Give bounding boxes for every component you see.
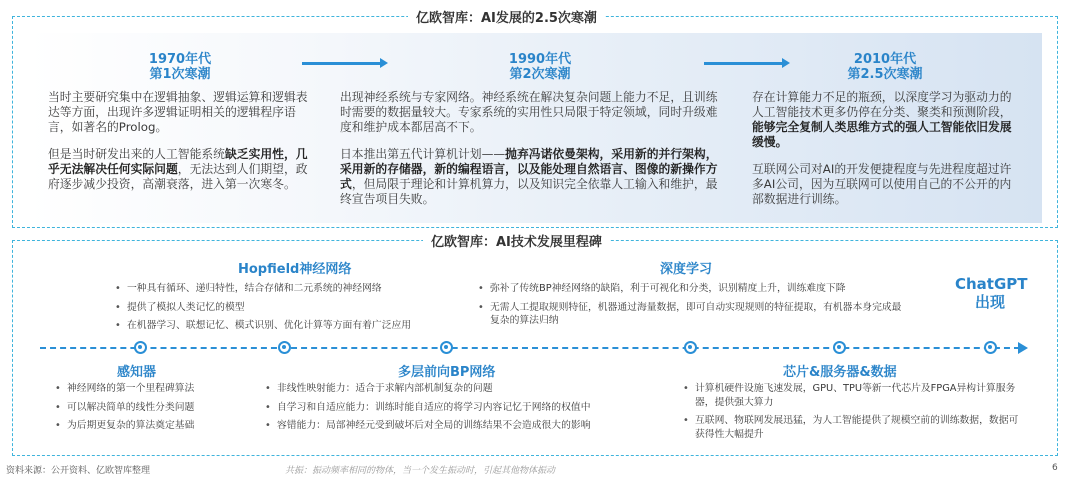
milestone-deep-learning-list bbox=[478, 282, 908, 333]
section-title: 亿欧智库：AI发展的2.5次寒潮 bbox=[408, 7, 605, 26]
era-1970s bbox=[120, 52, 240, 82]
era-1970s-text-2: 但是当时研发出来的人工智能系统缺乏实用性，几乎无法解决任何实际问题，无法达到人们期望，政府逐步减少投资，高潮衰落，进入第一次寒冬。 bbox=[48, 147, 308, 191]
list-item: • 为后期更复杂的算法奠定基础 bbox=[55, 419, 255, 433]
list-item: • 计算机硬件设施飞速发展，GPU、TPU等新一代芯片及FPGA异构计算服务器，提供强大算力 bbox=[683, 382, 1028, 409]
timeline-dot bbox=[684, 341, 697, 354]
milestone-bp-network-list bbox=[265, 382, 665, 438]
arrow-icon bbox=[704, 62, 784, 65]
timeline-dot bbox=[278, 341, 291, 354]
arrow-icon bbox=[302, 62, 382, 65]
list-item: • 一种具有循环、递归特性，结合存储和二元系统的神经网络 bbox=[115, 282, 475, 296]
milestone-perceptron-list bbox=[55, 382, 255, 438]
era-label: 第2.5次寒潮 bbox=[847, 67, 923, 82]
era-1990s bbox=[480, 52, 600, 82]
timeline-dot bbox=[833, 341, 846, 354]
list-item: • 容错能力：局部神经元受到破坏后对全局的训练结果不会造成很大的影响 bbox=[265, 419, 665, 433]
milestone-perceptron-title: 感知器 bbox=[117, 365, 157, 380]
era-1990s-text-2: 日本推出第五代计算机计划——抛弃冯诺依曼架构，采用新的并行架构，采用新的存储器，新的编程语言，以及能处理自然语言、图像的新操作方式，但局限于理论和计算机算力，以及知识完全依靠人工输入和维护，最终宣告项目失败。 bbox=[340, 147, 718, 206]
page-number: 6 bbox=[1052, 463, 1058, 473]
timeline-axis bbox=[40, 347, 1020, 349]
list-item: • 自学习和自适应能力：训练时能自适应的将学习内容记忆于网络的权值中 bbox=[265, 401, 665, 415]
era-year: 1990年代 bbox=[508, 52, 572, 67]
chatgpt-subtitle: 出现 bbox=[974, 293, 1005, 311]
list-item: • 在机器学习、联想记忆、模式识别、优化计算等方面有着广泛应用 bbox=[115, 319, 475, 333]
era-label: 第1次寒潮 bbox=[149, 67, 211, 82]
milestone-hopfield-title: Hopfield神经网络 bbox=[238, 262, 352, 277]
era-label: 第2次寒潮 bbox=[509, 67, 571, 82]
era-1970s-text-1: 当时主要研究集中在逻辑抽象、逻辑运算和逻辑表达等方面，出现许多逻辑证明相关的逻辑程序语言，如著名的Prolog。 bbox=[48, 90, 308, 134]
source-note: 资料来源：公开资料、亿欧智库整理 bbox=[6, 466, 151, 476]
chatgpt-title: ChatGPT bbox=[955, 275, 1028, 293]
list-item: • 无需人工提取规则特征，机器通过海量数据，即可自动实现规则的特征提取，有机器本身完成最复杂的算法归纳 bbox=[478, 301, 908, 328]
timeline-dot bbox=[984, 341, 997, 354]
milestone-deep-learning-title: 深度学习 bbox=[660, 262, 713, 277]
era-1990s-text-1: 出现神经系统与专家网络。神经系统在解决复杂问题上能力不足，且训练时需要的数据量较大。专家系统的实用性只局限于特定领域，同时升级难度和维护成本都居高不下。 bbox=[340, 90, 718, 134]
milestone-hopfield-list bbox=[115, 282, 475, 338]
era-year: 2010年代 bbox=[853, 52, 917, 67]
section-title: 亿欧智库：AI技术发展里程碑 bbox=[423, 231, 610, 250]
list-item: • 非线性映射能力：适合于求解内部机制复杂的问题 bbox=[265, 382, 665, 396]
list-item: • 弥补了传统BP神经网络的缺陷，利于可视化和分类，识别精度上升，训练难度下降 bbox=[478, 282, 908, 296]
timeline-dot bbox=[134, 341, 147, 354]
footnote: 共振：振动频率相同的物体，当一个发生振动时，引起其他物体振动 bbox=[285, 466, 556, 476]
era-2010s bbox=[825, 52, 945, 82]
milestone-chatgpt bbox=[955, 275, 1028, 311]
era-2010s-text-2: 互联网公司对AI的开发便捷程度与先进程度超过许多AI公司，因为互联网可以使用自己的不公开的内部数据进行训练。 bbox=[752, 162, 1012, 206]
list-item: • 可以解决简单的线性分类问题 bbox=[55, 401, 255, 415]
list-item: • 互联网、物联网发展迅猛，为人工智能提供了规模空前的训练数据，数据可获得性大幅提升 bbox=[683, 414, 1028, 441]
milestone-bp-network-title: 多层前向BP网络 bbox=[398, 365, 496, 380]
milestone-chips-list bbox=[683, 382, 1028, 446]
list-item: • 提供了模拟人类记忆的模型 bbox=[115, 301, 475, 315]
timeline-dot bbox=[440, 341, 453, 354]
list-item: • 神经网络的第一个里程碑算法 bbox=[55, 382, 255, 396]
era-year: 1970年代 bbox=[148, 52, 212, 67]
era-2010s-text-1: 存在计算能力不足的瓶颈，以深度学习为驱动力的人工智能技术更多仍停在分类、聚类和预测阶段，能够完全复制人类思维方式的强人工智能依旧发展缓慢。 bbox=[752, 90, 1012, 149]
milestone-chips-title: 芯片&服务器&数据 bbox=[783, 365, 897, 380]
